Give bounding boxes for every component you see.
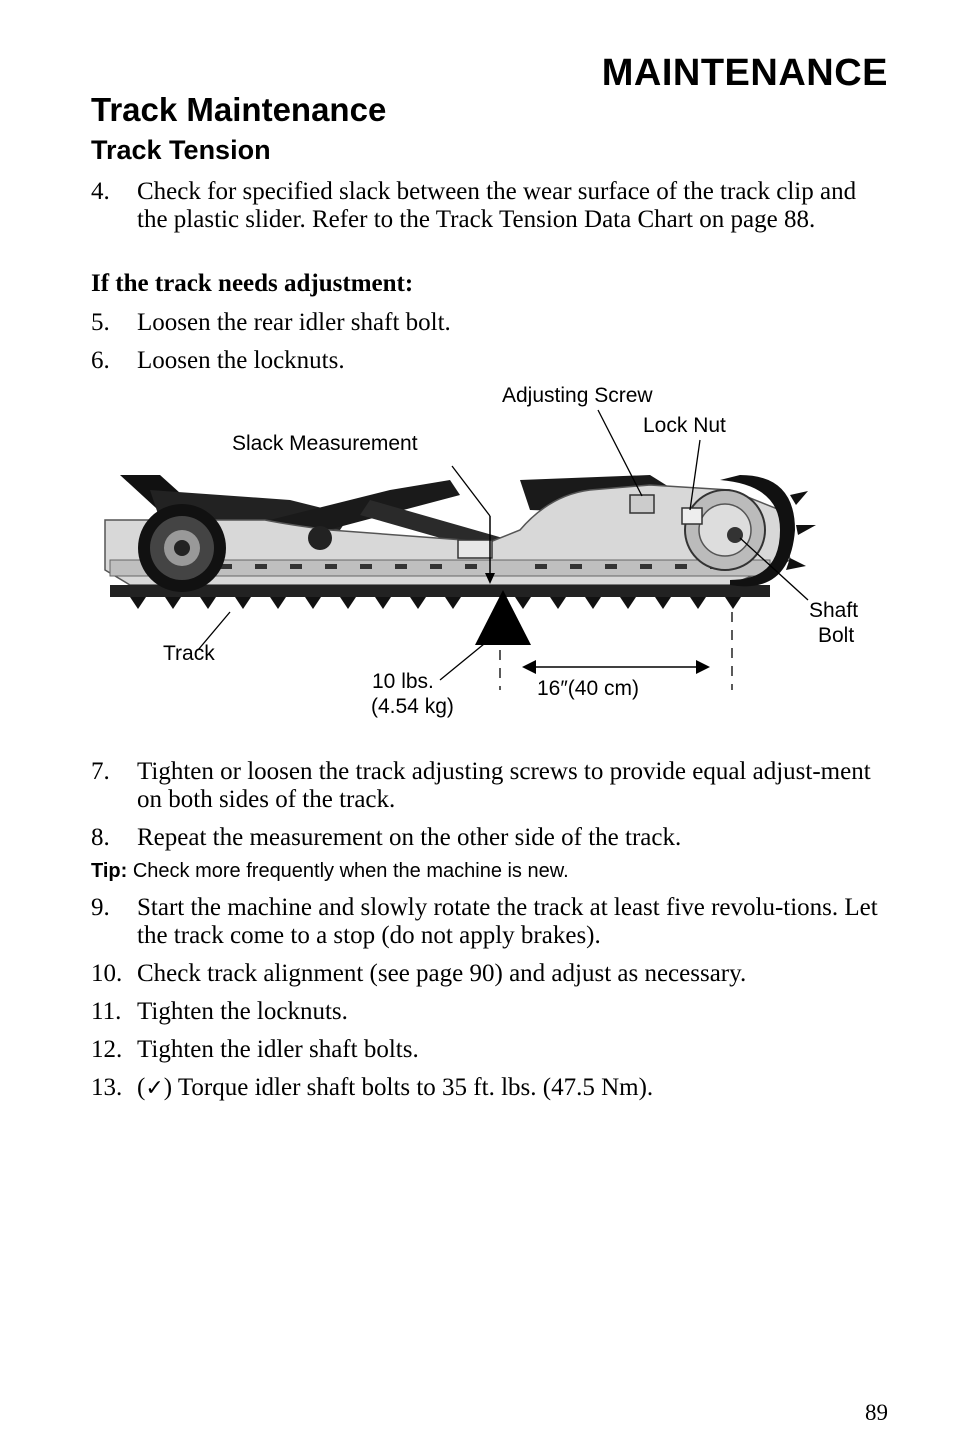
step-number: 5. bbox=[91, 309, 110, 336]
list-item bbox=[91, 309, 891, 337]
label-weight-kg: (4.54 kg) bbox=[371, 695, 454, 718]
tip-note bbox=[91, 860, 569, 883]
step-text: Check for specified slack between the wear surface of the track clip and the plastic slider. Refer to the Track Tension Data Chart on page 88. bbox=[137, 178, 857, 233]
leader-weight bbox=[440, 635, 495, 680]
shaft-bolt-head bbox=[727, 527, 743, 543]
distance-arrow-right bbox=[696, 660, 710, 674]
track-belt bbox=[110, 585, 770, 597]
step-number: 6. bbox=[91, 347, 110, 374]
step-text: Repeat the measurement on the other side of the track. bbox=[137, 824, 682, 851]
step-text: Loosen the rear idler shaft bolt. bbox=[137, 309, 451, 336]
step-text-open: ( bbox=[137, 1074, 146, 1101]
label-adjusting-screw: Adjusting Screw bbox=[502, 384, 653, 407]
list-item bbox=[91, 824, 891, 852]
list-item bbox=[91, 347, 891, 375]
track-clip bbox=[458, 540, 492, 558]
label-slack-measurement: Slack Measurement bbox=[232, 432, 418, 455]
rear-idler-hub bbox=[699, 504, 751, 556]
step-text: Start the machine and slowly rotate the track at least five revolu-tions. Let the track come to a stop (do not apply brakes). bbox=[137, 894, 878, 949]
list-item bbox=[91, 894, 891, 950]
tip-label: Tip: bbox=[91, 860, 128, 882]
adjustment-heading: If the track needs adjustment: bbox=[91, 270, 414, 297]
front-idler-bolt bbox=[174, 540, 190, 556]
label-track: Track bbox=[163, 642, 215, 665]
list-item bbox=[91, 960, 891, 988]
step-number: 7. bbox=[91, 758, 110, 785]
list-item bbox=[91, 178, 891, 234]
list-item bbox=[91, 1036, 891, 1064]
track-lugs bbox=[130, 597, 741, 609]
step-text: Tighten the locknuts. bbox=[137, 998, 348, 1025]
label-shaft: Shaft bbox=[809, 599, 859, 622]
step-text-close: ) Torque idler shaft bolts to 35 ft. lbs. (47.5 Nm). bbox=[163, 1074, 654, 1101]
step-number: 10. bbox=[91, 960, 123, 987]
lock-nut-block bbox=[682, 508, 702, 524]
list-item bbox=[91, 998, 891, 1026]
tip-text: Check more frequently when the machine is new. bbox=[127, 860, 569, 882]
label-bolt: Bolt bbox=[818, 624, 855, 647]
step-text bbox=[137, 1074, 891, 1103]
list-item bbox=[91, 758, 891, 814]
list-item bbox=[91, 1074, 891, 1103]
step-text: Tighten the idler shaft bolts. bbox=[137, 1036, 419, 1063]
checkmark-icon: ✓ bbox=[145, 1076, 164, 1101]
label-lock-nut: Lock Nut bbox=[643, 414, 726, 437]
subsection-title: Track Tension bbox=[91, 135, 271, 165]
step-number: 4. bbox=[91, 178, 110, 205]
page-number: 89 bbox=[865, 1400, 888, 1425]
step-text: Tighten or loosen the track adjusting screws to provide equal adjust-ment on both sides of the track. bbox=[137, 758, 871, 813]
step-text: Loosen the locknuts. bbox=[137, 347, 345, 374]
track-diagram bbox=[90, 380, 870, 730]
distance-arrow-left bbox=[522, 660, 536, 674]
step-number: 13. bbox=[91, 1074, 123, 1101]
running-header: MAINTENANCE bbox=[601, 52, 888, 94]
label-distance: 16″(40 cm) bbox=[537, 677, 639, 700]
step-number: 11. bbox=[91, 998, 122, 1025]
step-number: 8. bbox=[91, 824, 110, 851]
step-number: 12. bbox=[91, 1036, 123, 1063]
step-number: 9. bbox=[91, 894, 110, 921]
step-text: Check track alignment (see page 90) and adjust as necessary. bbox=[137, 960, 747, 987]
track-tension-figure bbox=[90, 380, 870, 730]
label-weight-lbs: 10 lbs. bbox=[372, 670, 434, 693]
section-title: Track Maintenance bbox=[91, 91, 387, 128]
leader-slack bbox=[452, 466, 490, 516]
adjusting-screw-block bbox=[630, 495, 654, 513]
pivot-bolt bbox=[308, 526, 332, 550]
